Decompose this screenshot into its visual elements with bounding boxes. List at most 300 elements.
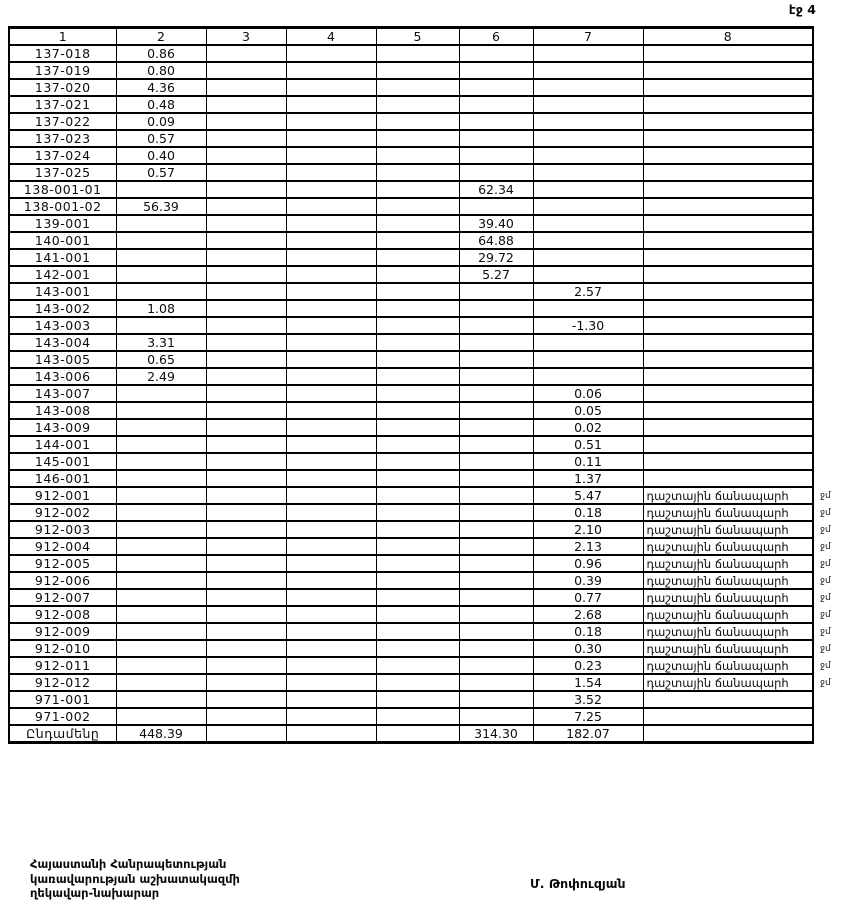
- cell: [286, 334, 376, 351]
- cell: [459, 708, 533, 725]
- table-row: [9, 232, 813, 249]
- cell: [206, 606, 286, 623]
- cell: [286, 198, 376, 215]
- cell: [116, 470, 206, 487]
- data-table: [8, 26, 831, 744]
- cell: [376, 62, 459, 79]
- cell: [459, 623, 533, 640]
- cell: [286, 589, 376, 606]
- cell-code: 143-001: [9, 283, 116, 300]
- cell: [206, 317, 286, 334]
- cell: [206, 555, 286, 572]
- cell: [286, 572, 376, 589]
- cell: [206, 674, 286, 691]
- cell: 2.13: [533, 538, 643, 555]
- cell: [286, 45, 376, 62]
- cell: [376, 487, 459, 504]
- cell: [116, 555, 206, 572]
- cell: [376, 402, 459, 419]
- cell: [286, 402, 376, 419]
- total-row: [9, 725, 813, 743]
- footer-line: ղեկավար-նախարար: [30, 886, 160, 900]
- overflow-fragment: ջմ: [820, 593, 831, 603]
- header-cell-4: 4: [286, 28, 376, 46]
- cell-code: 138-001-01: [9, 181, 116, 198]
- cell-code: 142-001: [9, 266, 116, 283]
- table-row: [9, 589, 813, 606]
- cell: [459, 589, 533, 606]
- cell: [459, 436, 533, 453]
- cell-description: դաշտային ճանապարհ ջմ: [643, 674, 813, 691]
- cell: [376, 589, 459, 606]
- cell: [459, 147, 533, 164]
- cell: [286, 725, 376, 743]
- cell: 0.80: [116, 62, 206, 79]
- cell: [116, 436, 206, 453]
- table-row: [9, 96, 813, 113]
- cell-code: 912-002: [9, 504, 116, 521]
- cell: [206, 657, 286, 674]
- table-row: [9, 402, 813, 419]
- table-row: [9, 640, 813, 657]
- table-row: [9, 215, 813, 232]
- cell: 0.18: [533, 504, 643, 521]
- header-row: [9, 28, 813, 46]
- cell: [206, 215, 286, 232]
- cell: [116, 504, 206, 521]
- cell: [286, 283, 376, 300]
- total-col6: 314.30: [459, 725, 533, 743]
- cell: [459, 487, 533, 504]
- cell: [376, 113, 459, 130]
- cell: [206, 368, 286, 385]
- cell: 0.40: [116, 147, 206, 164]
- cell-description: [643, 436, 813, 453]
- cell: [376, 419, 459, 436]
- cell: [286, 555, 376, 572]
- cell-code: 137-020: [9, 79, 116, 96]
- table-row: [9, 623, 813, 640]
- table-row: [9, 351, 813, 368]
- cell: [116, 572, 206, 589]
- cell: [376, 538, 459, 555]
- cell-description: [643, 164, 813, 181]
- cell-code: 143-004: [9, 334, 116, 351]
- cell: [286, 181, 376, 198]
- cell: [459, 470, 533, 487]
- cell: [206, 283, 286, 300]
- cell: [459, 606, 533, 623]
- cell-code: 137-024: [9, 147, 116, 164]
- cell: [533, 266, 643, 283]
- header-cell-5: 5: [376, 28, 459, 46]
- cell: [459, 504, 533, 521]
- cell-code: 143-006: [9, 368, 116, 385]
- cell: [116, 538, 206, 555]
- cell: [286, 470, 376, 487]
- table-row: [9, 334, 813, 351]
- cell: [533, 368, 643, 385]
- cell: 0.65: [116, 351, 206, 368]
- cell: [206, 708, 286, 725]
- cell: [286, 657, 376, 674]
- table-row: [9, 487, 813, 504]
- table-row: [9, 657, 813, 674]
- cell-description: [643, 470, 813, 487]
- cell-code: 912-007: [9, 589, 116, 606]
- table-row: [9, 708, 813, 725]
- cell-code: 141-001: [9, 249, 116, 266]
- cell: [376, 249, 459, 266]
- cell-code: 912-003: [9, 521, 116, 538]
- cell: [206, 538, 286, 555]
- cell: [286, 147, 376, 164]
- cell: [286, 164, 376, 181]
- cell: 0.05: [533, 402, 643, 419]
- cell: 2.49: [116, 368, 206, 385]
- cell-code: 971-002: [9, 708, 116, 725]
- cell-description: դաշտային ճանապարհ ջմ: [643, 623, 813, 640]
- cell: [376, 317, 459, 334]
- cell: [116, 640, 206, 657]
- cell: [376, 691, 459, 708]
- cell: [459, 521, 533, 538]
- overflow-fragment: ջմ: [820, 576, 831, 586]
- table-row: [9, 113, 813, 130]
- cell-description: դաշտային ճանապարհ ջմ: [643, 657, 813, 674]
- cell: [116, 606, 206, 623]
- cell: 56.39: [116, 198, 206, 215]
- cell: [459, 300, 533, 317]
- cell: 3.52: [533, 691, 643, 708]
- table-row: [9, 198, 813, 215]
- cell-code: 912-005: [9, 555, 116, 572]
- header-cell-8: 8: [643, 28, 813, 46]
- cell-description: [643, 215, 813, 232]
- cell: 0.09: [116, 113, 206, 130]
- table-row: [9, 283, 813, 300]
- cell: [286, 351, 376, 368]
- cell: [376, 130, 459, 147]
- cell: [459, 657, 533, 674]
- cell-description: [643, 198, 813, 215]
- table-row: [9, 674, 813, 691]
- cell: [459, 555, 533, 572]
- cell: [459, 113, 533, 130]
- cell: [376, 198, 459, 215]
- cell-code: 971-001: [9, 691, 116, 708]
- cell: [206, 521, 286, 538]
- cell: [459, 96, 533, 113]
- cell: [533, 62, 643, 79]
- cell-code: 912-001: [9, 487, 116, 504]
- cell: [533, 164, 643, 181]
- cell: [459, 130, 533, 147]
- table-row: [9, 470, 813, 487]
- table-row: [9, 453, 813, 470]
- cell: [286, 504, 376, 521]
- cell-code: 143-002: [9, 300, 116, 317]
- cell: 2.10: [533, 521, 643, 538]
- cell: [376, 266, 459, 283]
- cell-code: 912-008: [9, 606, 116, 623]
- cell: [533, 249, 643, 266]
- cell: [459, 419, 533, 436]
- cell: 2.68: [533, 606, 643, 623]
- cell-description: [643, 317, 813, 334]
- cell: [459, 385, 533, 402]
- cell: [206, 453, 286, 470]
- cell: [533, 96, 643, 113]
- cell: 0.11: [533, 453, 643, 470]
- cell: 39.40: [459, 215, 533, 232]
- cell: 5.47: [533, 487, 643, 504]
- cell: [459, 317, 533, 334]
- cell: [376, 708, 459, 725]
- cell: 4.36: [116, 79, 206, 96]
- cell: [116, 674, 206, 691]
- cell: [286, 113, 376, 130]
- cell: 0.57: [116, 164, 206, 181]
- footer-line: Հայաստանի Հանրապետության: [30, 857, 227, 871]
- cell: [533, 215, 643, 232]
- signature: Մ. Թոփուզյան: [530, 876, 626, 891]
- header-cell-6: 6: [459, 28, 533, 46]
- cell: 1.08: [116, 300, 206, 317]
- cell-description: [643, 453, 813, 470]
- cell-description: դաշտային ճանապարհ ջմ: [643, 504, 813, 521]
- cell: [286, 674, 376, 691]
- cell: [459, 45, 533, 62]
- cell-description: [643, 181, 813, 198]
- cell: [459, 453, 533, 470]
- cell: [116, 487, 206, 504]
- cell: 1.37: [533, 470, 643, 487]
- cell-description: [643, 300, 813, 317]
- header-cell-1: 1: [9, 28, 116, 46]
- cell: 0.77: [533, 589, 643, 606]
- cell: 0.51: [533, 436, 643, 453]
- cell-code: 139-001: [9, 215, 116, 232]
- cell: [376, 181, 459, 198]
- cell-description: դաշտային ճանապարհ ջմ: [643, 555, 813, 572]
- cell: [116, 589, 206, 606]
- cell: [116, 453, 206, 470]
- cell: [116, 521, 206, 538]
- cell: [116, 385, 206, 402]
- cell: [376, 572, 459, 589]
- cell: 64.88: [459, 232, 533, 249]
- overflow-fragment: ջմ: [820, 627, 831, 637]
- cell-description: [643, 232, 813, 249]
- cell-description: [643, 419, 813, 436]
- table-row: [9, 249, 813, 266]
- cell: [376, 300, 459, 317]
- cell-description: [643, 708, 813, 725]
- cell: [206, 589, 286, 606]
- cell: [286, 130, 376, 147]
- cell: [459, 402, 533, 419]
- cell: [286, 708, 376, 725]
- cell: [206, 504, 286, 521]
- cell-code: 137-019: [9, 62, 116, 79]
- cell: [116, 623, 206, 640]
- cell: 0.30: [533, 640, 643, 657]
- cell-code: 138-001-02: [9, 198, 116, 215]
- cell-description: [643, 96, 813, 113]
- cell: [286, 249, 376, 266]
- cell: 0.86: [116, 45, 206, 62]
- overflow-fragment: ջմ: [820, 644, 831, 654]
- cell: [286, 453, 376, 470]
- cell: [206, 232, 286, 249]
- cell-code: 137-025: [9, 164, 116, 181]
- cell: [533, 334, 643, 351]
- cell: [459, 640, 533, 657]
- cell: [459, 572, 533, 589]
- cell: 0.23: [533, 657, 643, 674]
- cell: [376, 657, 459, 674]
- cell: [206, 113, 286, 130]
- cell: [459, 368, 533, 385]
- cell-code: 137-018: [9, 45, 116, 62]
- cell-description: դաշտային ճանապարհ ջմ: [643, 589, 813, 606]
- cell: [286, 385, 376, 402]
- overflow-fragment: ջմ: [820, 678, 831, 688]
- cell-code: 144-001: [9, 436, 116, 453]
- overflow-fragment: ջմ: [820, 661, 831, 671]
- cell: [286, 538, 376, 555]
- cell: [206, 334, 286, 351]
- cell: [376, 351, 459, 368]
- table-row: [9, 419, 813, 436]
- cell: [376, 504, 459, 521]
- overflow-fragment: ջմ: [820, 542, 831, 552]
- cell: 0.48: [116, 96, 206, 113]
- cell: [206, 62, 286, 79]
- table-row: [9, 130, 813, 147]
- cell-code: 912-009: [9, 623, 116, 640]
- cell-description: [643, 385, 813, 402]
- table-row: [9, 555, 813, 572]
- cell: 0.18: [533, 623, 643, 640]
- cell-description: դաշտային ճանապարհ ջմ: [643, 606, 813, 623]
- cell: [206, 725, 286, 743]
- table-row: [9, 504, 813, 521]
- cell-code: 143-009: [9, 419, 116, 436]
- cell-code: 143-005: [9, 351, 116, 368]
- cell: [286, 691, 376, 708]
- cell: [533, 45, 643, 62]
- cell: [116, 419, 206, 436]
- cell: [206, 147, 286, 164]
- cell: [376, 623, 459, 640]
- overflow-fragment: ջմ: [820, 610, 831, 620]
- table-footer: [9, 725, 813, 743]
- cell: [116, 402, 206, 419]
- cell: [286, 300, 376, 317]
- cell: 0.57: [116, 130, 206, 147]
- cell: [459, 198, 533, 215]
- cell-description: դաշտային ճանապարհ ջմ: [643, 538, 813, 555]
- cell: [533, 113, 643, 130]
- table-row: [9, 181, 813, 198]
- cell-code: 912-011: [9, 657, 116, 674]
- cell: [376, 453, 459, 470]
- header-cell-7: 7: [533, 28, 643, 46]
- cell-description: [643, 334, 813, 351]
- cell: [206, 436, 286, 453]
- cell: 0.02: [533, 419, 643, 436]
- cell: [286, 96, 376, 113]
- overflow-fragment: ջմ: [820, 491, 831, 501]
- cell: [376, 96, 459, 113]
- cell: [533, 198, 643, 215]
- cell: [206, 79, 286, 96]
- cell: [376, 385, 459, 402]
- cell: [286, 79, 376, 96]
- cell: [376, 521, 459, 538]
- footer-title: [30, 857, 240, 901]
- cell: [206, 623, 286, 640]
- cell-description: դաշտային ճանապարհ ջմ: [643, 521, 813, 538]
- cell: [376, 725, 459, 743]
- cell-description: [643, 45, 813, 62]
- cell: [376, 436, 459, 453]
- cell: [206, 572, 286, 589]
- cell: [533, 147, 643, 164]
- cell: [376, 606, 459, 623]
- cell: [116, 708, 206, 725]
- cell: -1.30: [533, 317, 643, 334]
- cell: 62.34: [459, 181, 533, 198]
- cell-description: [643, 691, 813, 708]
- cell: [533, 181, 643, 198]
- cell-code: 137-022: [9, 113, 116, 130]
- cell: [376, 232, 459, 249]
- cell: [206, 198, 286, 215]
- table-row: [9, 164, 813, 181]
- footer-line: կառավարության աշխատակազմի: [30, 871, 240, 886]
- cell: [459, 283, 533, 300]
- cell-description: [643, 351, 813, 368]
- cell: [116, 691, 206, 708]
- cell-code: 145-001: [9, 453, 116, 470]
- cell: [376, 45, 459, 62]
- table-row: [9, 45, 813, 62]
- cell-description: [643, 249, 813, 266]
- cell: [206, 181, 286, 198]
- cell: [376, 79, 459, 96]
- cell-description: դաշտային ճանապարհ ջմ: [643, 487, 813, 504]
- cell: [286, 419, 376, 436]
- cell: [533, 351, 643, 368]
- cell: 0.39: [533, 572, 643, 589]
- cell: [116, 249, 206, 266]
- table-row: [9, 317, 813, 334]
- cell: [459, 538, 533, 555]
- cell: 0.06: [533, 385, 643, 402]
- cell-description: [643, 62, 813, 79]
- header-cell-2: 2: [116, 28, 206, 46]
- cell: [286, 62, 376, 79]
- cell-description: դաշտային ճանապարհ ջմ: [643, 640, 813, 657]
- total-col7: 182.07: [533, 725, 643, 743]
- cell: [376, 640, 459, 657]
- cell: [286, 232, 376, 249]
- table-row: [9, 62, 813, 79]
- cell: [206, 402, 286, 419]
